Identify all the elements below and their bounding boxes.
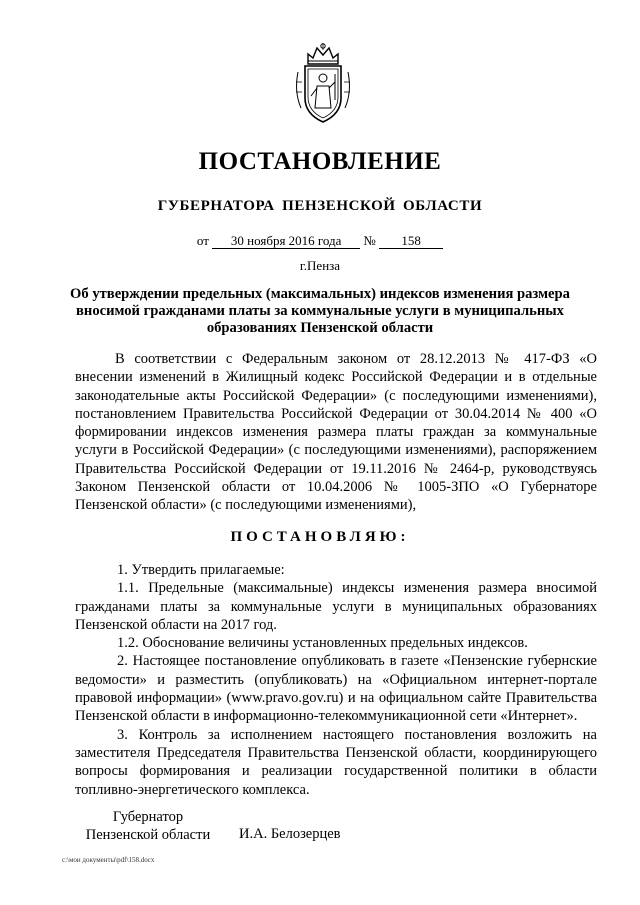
coat-of-arms-icon bbox=[292, 42, 354, 126]
decree-word: ПОСТАНОВЛЯЮ: bbox=[230, 529, 410, 545]
document-date: 30 ноября 2016 года bbox=[212, 234, 360, 249]
decree-item: 1. Утвердить прилагаемые: bbox=[117, 562, 285, 578]
document-title: ПОСТАНОВЛЕНИЕ bbox=[198, 148, 442, 175]
date-number-line bbox=[0, 233, 640, 249]
decree-item: 2. Настоящее постановление опубликовать в газете «Пензенские губернские ведомости» и разместить (опубликовать) на «Официальном интернет-портале правовой информации» (www.pravo.gov.ru) и на официальном сайте Правительства Пензенской области в информационно-телекоммуникационной сети «Интернет». bbox=[75, 653, 597, 725]
document-city: г.Пенза bbox=[299, 258, 341, 273]
document-issuer: ГУБЕРНАТОРА ПЕНЗЕНСКОЙ ОБЛАСТИ bbox=[157, 198, 483, 214]
document-heading: Об утверждении предельных (максимальных) индексов изменения размера вносимой гражданами платы за коммунальные услуги в муниципальных образованиях Пензенской области bbox=[70, 286, 570, 336]
signature-name: И.А. Белозерцев bbox=[239, 826, 341, 842]
preamble-text: В соответствии с Федеральным законом от 28.12.2013 № 417-ФЗ «О внесении изменений в Жилищный кодекс Российской Федерации и в отдельные законодательные акты Российской Федерации» (с последующими изменениями), постановлением Правительства Российской Федерации от 30.04.2014 № 400 «О формировании индексов изменения размера платы граждан за коммунальные услуги в Российской Федерации» (с последующими изменениями), распоряжением Правительства Российской Федерации от 19.11.2016 № 2464-р, руководствуясь Законом Пензенской области от 10.04.2006 № 1005-ЗПО «О Губернаторе Пензенской области» (с последующими изменениями), bbox=[75, 351, 597, 514]
decree-item: 1.1. Предельные (максимальные) индексы изменения размера вносимой гражданами платы за коммунальные услуги в муниципальных образованиях Пензенской области на 2017 год. bbox=[75, 580, 597, 633]
decree-item: 3. Контроль за исполнением настоящего постановления возложить на заместителя Председателя Правительства Пензенской области, координирующего вопросы формирования и реализации государственной политики в области топливно-энергетического комплекса. bbox=[75, 726, 597, 798]
document-number: 158 bbox=[379, 234, 443, 249]
signature-position-line2: Пензенской области bbox=[85, 827, 211, 844]
decree-item: 1.2. Обоснование величины установленных предельных индексов. bbox=[117, 635, 528, 652]
preamble bbox=[75, 350, 597, 515]
decree-items bbox=[75, 561, 597, 799]
number-sign: № bbox=[363, 233, 376, 248]
signature-position-line1: Губернатор bbox=[112, 809, 184, 825]
footer-file-path: c:\мои документы\pdf\158.docx bbox=[62, 856, 155, 864]
date-prefix: от bbox=[196, 233, 209, 248]
signature-position bbox=[80, 808, 216, 845]
